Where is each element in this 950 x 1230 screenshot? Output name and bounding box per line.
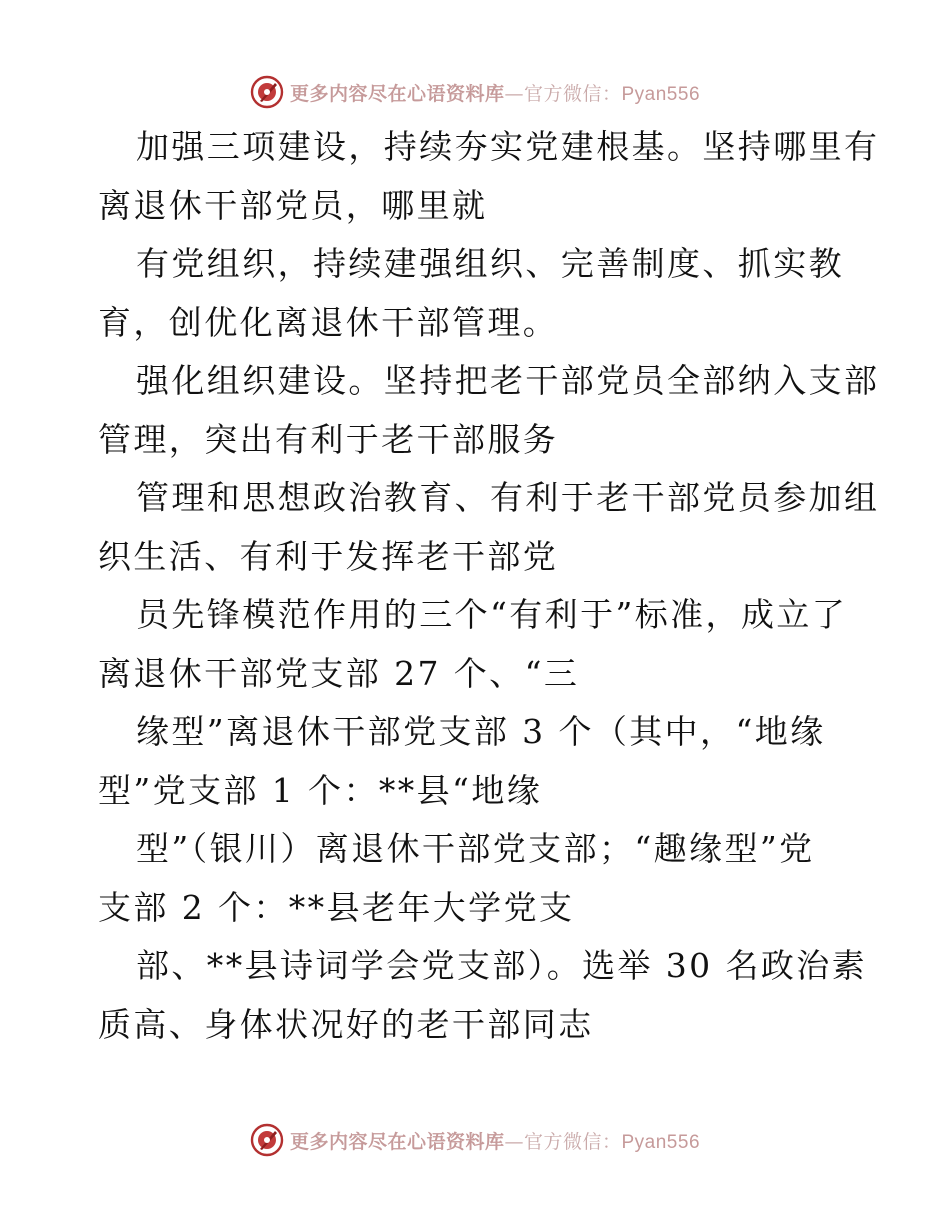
- paragraph-line: 型”（银川）离退休干部党支部；“趣缘型”党: [136, 829, 815, 868]
- paragraph-line: 离退休干部党员，哪里就: [98, 185, 488, 225]
- paragraph-line: 部、**县诗词学会党支部）。选举 30 名政治素: [136, 946, 868, 985]
- paragraph-line: 织生活、有利于发挥老干部党: [98, 536, 559, 576]
- paragraph-line: 加强三项建设，持续夯实党建根基。坚持哪里有: [136, 127, 880, 166]
- watermark-main: 更多内容尽在心语资料库: [289, 82, 505, 105]
- watermark-text: [290, 79, 700, 106]
- watermark-sub: —官方微信：: [504, 1130, 622, 1153]
- paragraph-line: 强化组织建设。坚持把老干部党员全部纳入支部: [136, 361, 880, 400]
- paragraph-line: 离退休干部党支部 27 个、“三: [98, 653, 580, 693]
- paragraph-line: 支部 2 个：**县老年大学党支: [98, 887, 575, 927]
- watermark-id: Pyan556: [621, 83, 701, 105]
- watermark-text: [290, 1127, 700, 1154]
- document-body: [98, 118, 880, 1054]
- paragraph-line: 质高、身体状况好的老干部同志: [98, 1004, 594, 1044]
- watermark-main: 更多内容尽在心语资料库: [289, 1130, 505, 1153]
- watermark-sub: —官方微信：: [504, 82, 622, 105]
- footer-watermark: [0, 1120, 950, 1160]
- paragraph-line: 型”党支部 1 个：**县“地缘: [98, 770, 543, 810]
- watermark-id: Pyan556: [621, 1131, 701, 1153]
- paragraph-line: 有党组织，持续建强组织、完善制度、抓实教: [136, 244, 844, 283]
- paragraph-line: 员先锋模范作用的三个“有利于”标准，成立了: [136, 595, 848, 634]
- quill-logo-icon: [250, 75, 284, 109]
- header-watermark: [0, 72, 950, 112]
- paragraph-line: 育，创优化离退休干部管理。: [98, 302, 559, 342]
- paragraph-line: 缘型”离退休干部党支部 3 个（其中，“地缘: [136, 712, 826, 751]
- paragraph-line: 管理，突出有利于老干部服务: [98, 419, 559, 459]
- paragraph-line: 管理和思想政治教育、有利于老干部党员参加组: [136, 478, 880, 517]
- quill-logo-icon: [250, 1123, 284, 1157]
